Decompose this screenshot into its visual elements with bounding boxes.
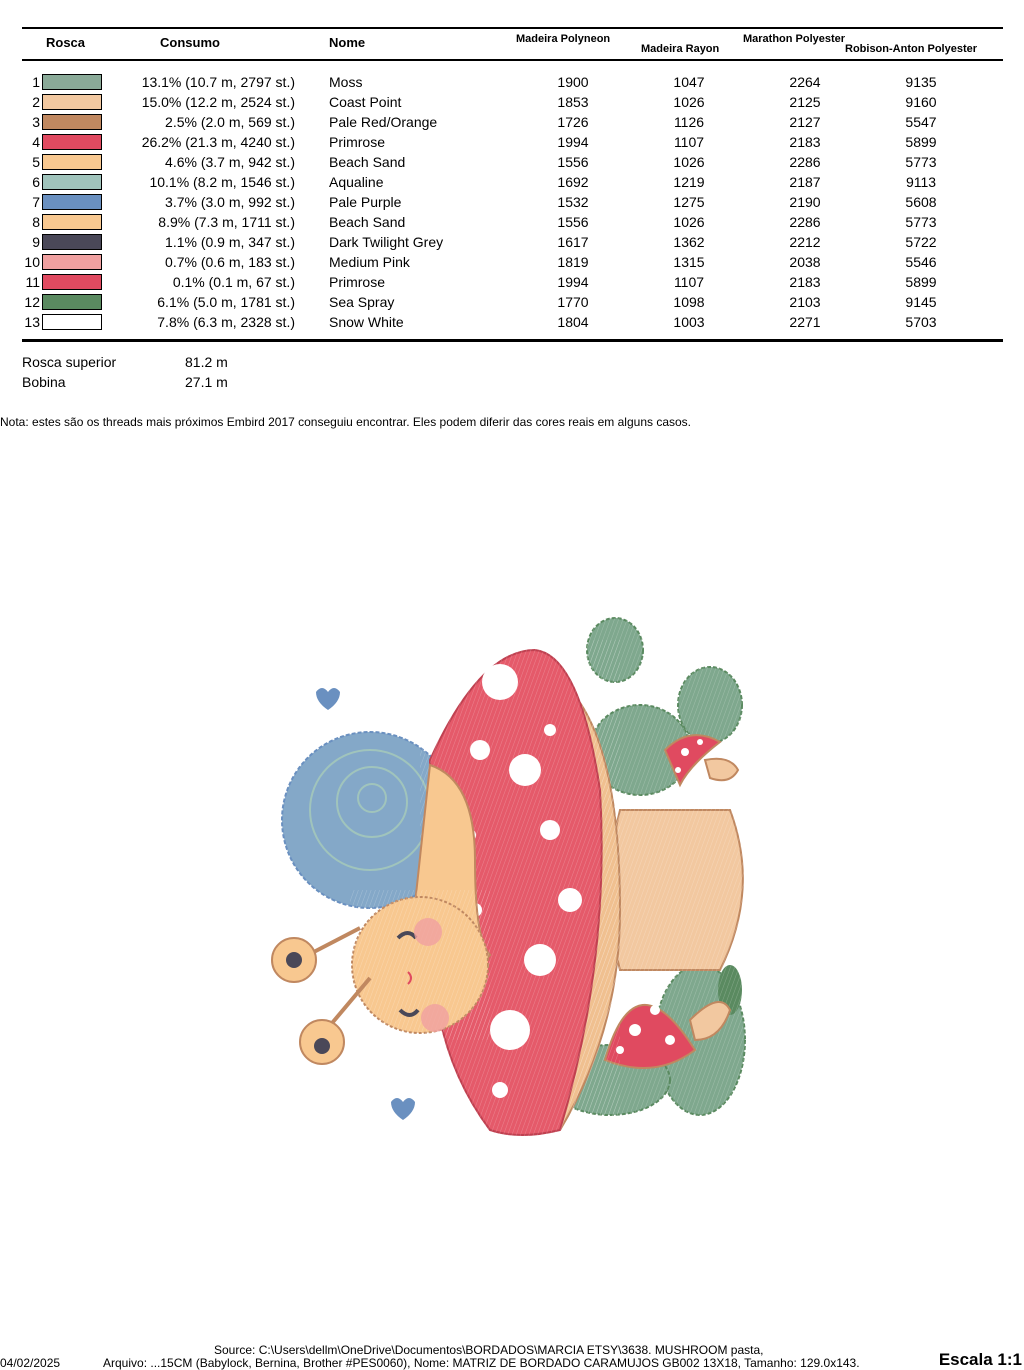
rosca-superior-label: Rosca superior [22,354,117,370]
thread-name: Beach Sand [329,154,406,170]
table-top-rule [22,27,1003,29]
madeira-polyneon-code: 1900 [557,74,589,90]
thread-name: Primrose [329,134,386,150]
table-bottom-rule [22,339,1003,342]
thread-name: Dark Twilight Grey [329,234,444,250]
madeira-polyneon-code: 1726 [557,114,589,130]
thread-number: 2 [32,94,40,110]
table-row [0,252,1024,272]
thread-name: Sea Spray [329,294,395,310]
thread-consumo: 15.0% (12.2 m, 2524 st.) [141,94,295,110]
color-swatch [42,94,102,110]
thread-number: 4 [32,134,40,150]
marathon-polyester-code: 2183 [789,274,821,290]
madeira-rayon-code: 1315 [673,254,705,270]
thread-name: Pale Purple [329,194,402,210]
header-marathon-polyester: Marathon Polyester [743,33,846,45]
robison-anton-code: 5899 [905,134,937,150]
marathon-polyester-code: 2212 [789,234,821,250]
footer-date: 04/02/2025 [0,1356,61,1370]
color-swatch [42,134,102,150]
marathon-polyester-code: 2187 [789,174,821,190]
header-robison-anton-polyester: Robison-Anton Polyester [845,43,978,55]
embroidery-design-preview [260,610,760,1170]
thread-number: 8 [32,214,40,230]
thread-number: 1 [32,74,40,90]
robison-anton-code: 5773 [905,214,937,230]
color-swatch [42,294,102,310]
thread-consumo: 1.1% (0.9 m, 347 st.) [165,234,295,250]
marathon-polyester-code: 2183 [789,134,821,150]
robison-anton-code: 5773 [905,154,937,170]
thread-number: 13 [24,314,40,330]
color-swatch [42,254,102,270]
thread-number: 7 [32,194,40,210]
thread-consumo: 26.2% (21.3 m, 4240 st.) [141,134,295,150]
table-row [0,72,1024,92]
madeira-rayon-code: 1047 [673,74,705,90]
color-swatch [42,314,102,330]
thread-consumo: 10.1% (8.2 m, 1546 st.) [149,174,295,190]
thread-number: 10 [24,254,40,270]
madeira-polyneon-code: 1819 [557,254,589,270]
madeira-rayon-code: 1362 [673,234,705,250]
robison-anton-code: 5703 [905,314,937,330]
thread-number: 9 [32,234,40,250]
table-row [0,92,1024,112]
robison-anton-code: 9160 [905,94,937,110]
marathon-polyester-code: 2103 [789,294,821,310]
table-row [0,172,1024,192]
marathon-polyester-code: 2127 [789,114,821,130]
madeira-polyneon-code: 1556 [557,214,589,230]
marathon-polyester-code: 2125 [789,94,821,110]
thread-name: Pale Red/Orange [329,114,438,130]
thread-consumo: 7.8% (6.3 m, 2328 st.) [157,314,295,330]
madeira-rayon-code: 1126 [673,114,705,130]
thread-name: Coast Point [329,94,402,110]
table-row [0,152,1024,172]
thread-consumo: 13.1% (10.7 m, 2797 st.) [141,74,295,90]
thread-consumo: 0.1% (0.1 m, 67 st.) [172,274,295,290]
rosca-superior-value: 81.2 m [185,354,228,370]
robison-anton-code: 9113 [905,174,937,190]
table-row [0,292,1024,312]
robison-anton-code: 5899 [905,274,937,290]
madeira-polyneon-code: 1804 [557,314,589,330]
thread-note: Nota: estes são os threads mais próximos Embird 2017 conseguiu encontrar. Eles podem diferir das cores reais em alguns casos. [0,415,692,429]
robison-anton-code: 9145 [905,294,937,310]
thread-consumo: 6.1% (5.0 m, 1781 st.) [157,294,295,310]
marathon-polyester-code: 2038 [789,254,821,270]
color-swatch [42,234,102,250]
color-swatch [42,174,102,190]
color-swatch [42,154,102,170]
thread-number: 6 [32,174,40,190]
scale-label: Escala 1:1 [938,1350,1022,1369]
robison-anton-code: 5547 [905,114,937,130]
madeira-rayon-code: 1219 [673,174,705,190]
marathon-polyester-code: 2286 [789,154,821,170]
marathon-polyester-code: 2190 [789,194,821,210]
color-swatch [42,114,102,130]
thread-consumo: 8.9% (7.3 m, 1711 st.) [158,214,295,230]
thread-number: 3 [32,114,40,130]
thread-number: 5 [32,154,40,170]
color-swatch [42,194,102,210]
thread-name: Snow White [329,314,404,330]
thread-consumo: 3.7% (3.0 m, 992 st.) [165,194,295,210]
madeira-rayon-code: 1098 [673,294,705,310]
header-madeira-rayon: Madeira Rayon [641,43,720,55]
madeira-rayon-code: 1003 [673,314,705,330]
robison-anton-code: 5722 [905,234,937,250]
madeira-rayon-code: 1026 [673,154,705,170]
thread-consumo: 2.5% (2.0 m, 569 st.) [165,114,295,130]
table-row [0,212,1024,232]
thread-name: Beach Sand [329,214,406,230]
table-row [0,112,1024,132]
color-swatch [42,214,102,230]
header-bottom-rule [22,59,1003,61]
header-madeira-polyneon: Madeira Polyneon [516,33,611,45]
madeira-rayon-code: 1107 [673,274,705,290]
madeira-polyneon-code: 1692 [557,174,589,190]
thread-consumo: 0.7% (0.6 m, 183 st.) [165,254,295,270]
bobina-label: Bobina [22,374,66,390]
bobina-value: 27.1 m [185,374,228,390]
thread-number: 12 [24,294,40,310]
thread-name: Medium Pink [329,254,410,270]
madeira-rayon-code: 1107 [673,134,705,150]
madeira-rayon-code: 1026 [673,214,705,230]
robison-anton-code: 9135 [905,74,937,90]
table-row [0,272,1024,292]
table-row [0,312,1024,332]
madeira-rayon-code: 1026 [673,94,705,110]
header-consumo: Consumo [160,35,220,50]
madeira-polyneon-code: 1556 [557,154,589,170]
color-swatch [42,74,102,90]
thread-name: Primrose [329,274,386,290]
marathon-polyester-code: 2286 [789,214,821,230]
madeira-polyneon-code: 1994 [557,134,589,150]
header-nome: Nome [329,35,366,50]
header-rosca: Rosca [46,35,86,50]
thread-number: 11 [25,274,40,290]
marathon-polyester-code: 2264 [789,74,821,90]
marathon-polyester-code: 2271 [789,314,821,330]
madeira-polyneon-code: 1617 [557,234,589,250]
madeira-polyneon-code: 1532 [557,194,589,210]
thread-name: Moss [329,74,363,90]
footer-arquivo: Arquivo: ...15CM (Babylock, Bernina, Brother #PES0060), Nome: MATRIZ DE BORDADO CARAMUJOS GB002 13X18, Tamanho: 129.0x143. [103,1356,860,1370]
footer-source: Source: C:\Users\dellm\OneDrive\Documentos\BORDADOS\MARCIA ETSY\3638. MUSHROOM pasta, [214,1343,764,1357]
robison-anton-code: 5546 [905,254,937,270]
table-row [0,232,1024,252]
madeira-polyneon-code: 1994 [557,274,589,290]
madeira-polyneon-code: 1853 [557,94,589,110]
madeira-rayon-code: 1275 [673,194,705,210]
color-swatch [42,274,102,290]
thread-consumo: 4.6% (3.7 m, 942 st.) [165,154,295,170]
robison-anton-code: 5608 [905,194,937,210]
thread-name: Aqualine [329,174,384,190]
table-row [0,192,1024,212]
madeira-polyneon-code: 1770 [557,294,589,310]
table-row [0,132,1024,152]
